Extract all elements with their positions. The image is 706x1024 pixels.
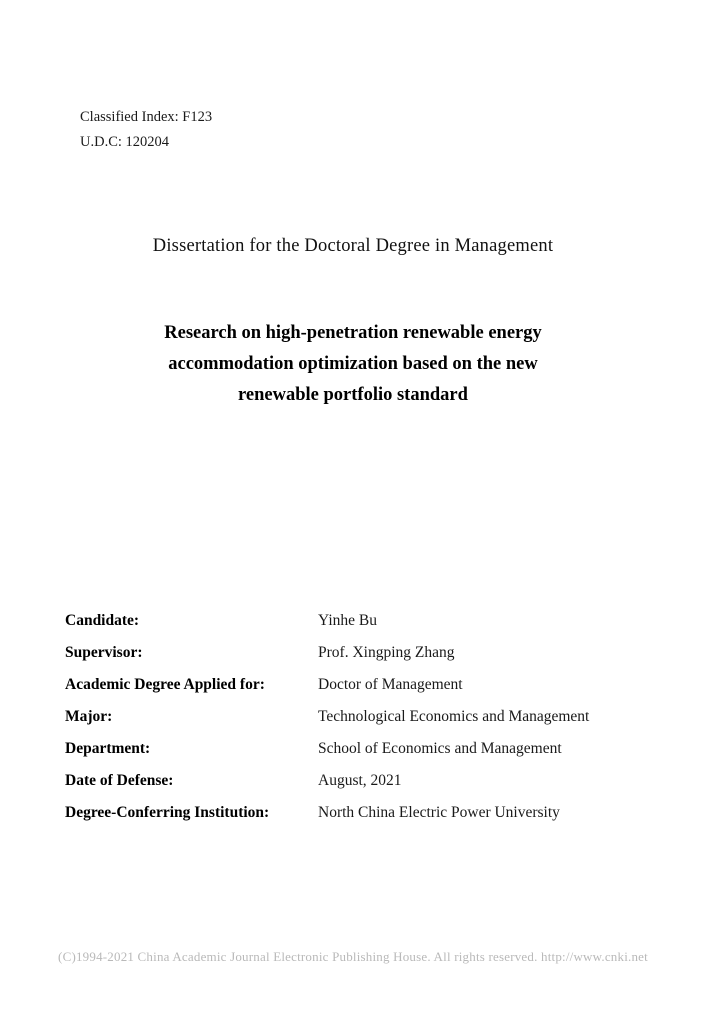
degree-type-line: Dissertation for the Doctoral Degree in Management: [152, 236, 554, 256]
info-row: [65, 772, 645, 804]
copyright-footer: (C)1994-2021 China Academic Journal Electronic Publishing House. All rights reserved. http://www.cnki.net: [58, 949, 648, 964]
info-value: Prof. Xingping Zhang: [318, 644, 455, 661]
udc-number: U.D.C: 120204: [80, 134, 170, 150]
info-row: [65, 804, 645, 836]
info-value: Yinhe Bu: [318, 612, 377, 629]
info-value: North China Electric Power University: [318, 804, 560, 821]
thesis-title-line2: accommodation optimization based on the new: [168, 354, 538, 374]
info-row: [65, 708, 645, 740]
info-label: Supervisor:: [65, 644, 143, 661]
info-label: Major:: [65, 708, 113, 725]
info-value: Technological Economics and Management: [318, 708, 590, 725]
thesis-title-line1: Research on high-penetration renewable energy: [164, 323, 542, 343]
classified-index: Classified Index: F123: [80, 109, 213, 125]
info-row: [65, 644, 645, 676]
info-label: Degree-Conferring Institution:: [65, 804, 270, 821]
index-block: [80, 105, 212, 155]
info-row: [65, 740, 645, 772]
info-row: [65, 676, 645, 708]
thesis-title: [90, 318, 616, 411]
info-value: August, 2021: [318, 772, 402, 789]
info-label: Date of Defense:: [65, 772, 174, 789]
info-value: Doctor of Management: [318, 676, 463, 693]
thesis-title-line3: renewable portfolio standard: [238, 385, 468, 405]
info-table: [65, 612, 645, 836]
info-label: Academic Degree Applied for:: [65, 676, 265, 693]
info-value: School of Economics and Management: [318, 740, 562, 757]
info-label: Candidate:: [65, 612, 140, 629]
info-label: Department:: [65, 740, 151, 757]
info-row: [65, 612, 645, 644]
